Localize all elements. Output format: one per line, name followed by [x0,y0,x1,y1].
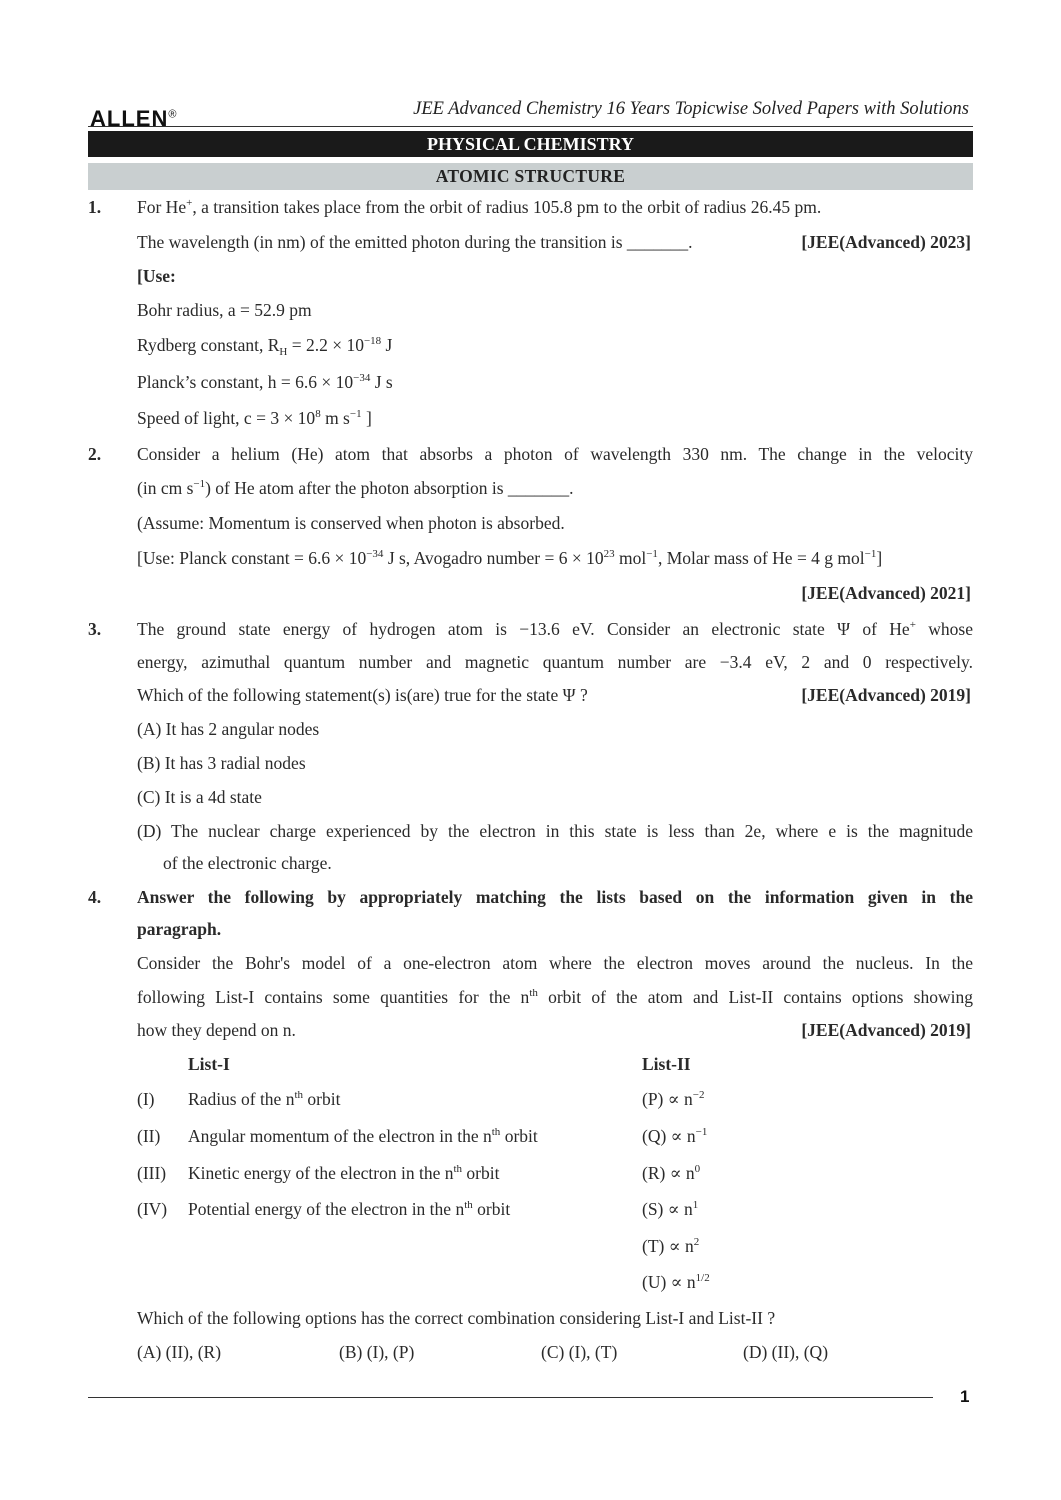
footer-rule [88,1397,933,1398]
list1-title: List-I [188,1054,230,1074]
list2-item: $(P) \propto n^{-2}$ [642,1089,705,1109]
list2-title: List-II [642,1054,691,1074]
q1-bohr-radius: Bohr radius, a = 52.9 pm [137,300,312,320]
list2-item: $(Q) \propto n^{-1}$ [642,1126,708,1146]
q2-line-1: Consider a helium (He) atom that absorbs a photon of wavelength 330 nm. The change in the velocity [137,444,973,464]
list1-item: Radius of the $n^{th}$ orbit [188,1089,341,1109]
q1-line-2: The wavelength (in nm) of the emitted photon during the transition is _______. [137,232,693,252]
logo-text: ALLEN [90,106,169,131]
q3-option-d-cont: of the electronic charge. [163,853,332,873]
list1-item: Angular momentum of the electron in the $n^{th}$ orbit [188,1126,538,1146]
q2-line-2: (in cm $s^{-1}$) of He atom after the photon absorption is _______. [137,478,574,498]
q2-line-4: [Use: Planck constant = $6.6 \times 10^{-34}$ J s, Avogadro number = $6 \times 10^{23}$ mol$^{-1}$, Molar mass of He = 4 g mol$^{-1}$] [137,548,883,568]
list1-label: (III) [137,1163,167,1183]
list1-item: Potential energy of the electron in the $n^{th}$ orbit [188,1199,511,1219]
q3-source: [JEE(Advanced) 2019] [801,685,971,705]
q3-line-1: The ground state energy of hydrogen atom is −13.6 eV. Consider an electronic state Ψ of He+ whose [137,619,973,639]
registered-mark: ® [168,108,178,121]
q4-heading-2: paragraph. [137,919,222,939]
q4-option-d: (D) (II), (Q) [743,1342,829,1362]
q3-line-2: energy, azimuthal quantum number and magnetic quantum number are −3.4 eV, 2 and 0 respectively. [137,652,973,672]
list1-item: Kinetic energy of the electron in the $n^{th}$ orbit [188,1163,500,1183]
q3-option-c: (C) It is a 4d state [137,787,262,807]
q4-para-2: following List-I contains some quantities for the $n^{th}$ orbit of the atom and List-II contains options showing [137,987,973,1007]
q1-planck: Planck’s constant, $h = 6.6 \times 10^{-34}$ J s [137,372,393,392]
q4-question: Which of the following options has the correct combination considering List-I and List-II ? [137,1308,776,1328]
chapter-banner: ATOMIC STRUCTURE [88,163,973,190]
list1-label: (IV) [137,1199,168,1219]
q1-number: 1. [88,197,102,217]
q4-para-3: how they depend on n. [137,1020,296,1040]
q1-rydberg: Rydberg constant, $R_H = 2.2 \times 10^{-18}$ J [137,335,393,358]
list2-item: $(T) \propto n^2$ [642,1236,700,1256]
book-title: JEE Advanced Chemistry 16 Years Topicwise Solved Papers with Solutions [413,99,969,119]
q2-line-3: (Assume: Momentum is conserved when photon is absorbed. [137,513,565,533]
q2-number: 2. [88,444,102,464]
q3-line-3: Which of the following statement(s) is(are) true for the state Ψ ? [137,685,588,705]
q4-number: 4. [88,887,102,907]
page-number: 1 [960,1387,970,1406]
header-rule [88,126,973,127]
q4-option-a: (A) (II), (R) [137,1342,222,1362]
q2-source: [JEE(Advanced) 2021] [801,583,971,603]
list2-item: $(U) \propto n^{1/2}$ [642,1272,710,1292]
q4-para-1: Consider the Bohr's model of a one-electron atom where the electron moves around the nucleus. In the [137,953,973,973]
q4-option-c: (C) (I), (T) [541,1342,618,1362]
q4-option-b: (B) (I), (P) [339,1342,415,1362]
list1-label: (I) [137,1089,155,1109]
section-banner: PHYSICAL CHEMISTRY [88,131,973,157]
q1-use-label: [Use: [137,266,176,286]
q1-line-1: For He+, a transition takes place from the orbit of radius 105.8 pm to the orbit of radius 26.45 pm. [137,197,822,217]
q3-option-d: (D) The nuclear charge experienced by the electron in this state is less than 2e, where e is the magnitude [137,821,973,841]
q1-source: [JEE(Advanced) 2023] [801,232,971,252]
list1-label: (II) [137,1126,161,1146]
q3-option-a: (A) It has 2 angular nodes [137,719,320,739]
q3-option-b: (B) It has 3 radial nodes [137,753,306,773]
list2-item: $(S) \propto n^1$ [642,1199,699,1219]
q4-heading-1: Answer the following by appropriately matching the lists based on the information given in the [137,887,973,907]
list2-item: $(R) \propto n^0$ [642,1163,701,1183]
q1-speed-of-light: Speed of light, $c = 3 \times 10^8$ m $s^{-1}$ ] [137,408,372,428]
q3-number: 3. [88,619,102,639]
q4-source: [JEE(Advanced) 2019] [801,1020,971,1040]
publisher-logo [90,106,177,132]
